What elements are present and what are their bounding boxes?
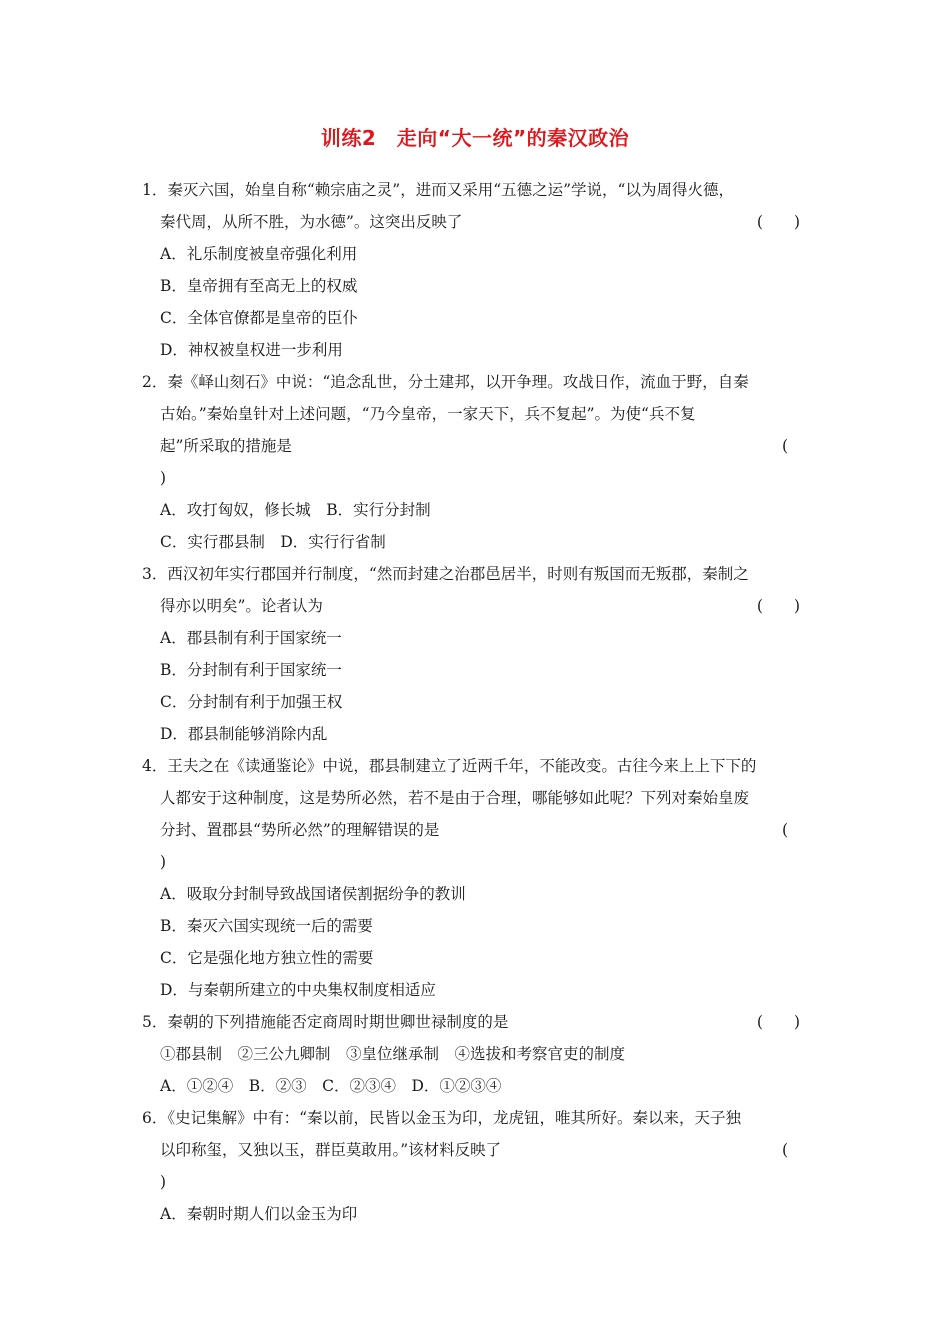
question-3-line-2: 得亦以明矣”。论者认为 ( ) (140, 590, 820, 622)
answer-paren: ( ) (756, 1013, 800, 1031)
question-2-line-1: 2．秦《峄山刻石》中说：“追念乱世，分土建邦，以开争理。攻战日作，流血于野，自秦 (142, 373, 749, 391)
answer-paren-close: ) (160, 469, 167, 487)
question-2-option-ab: A．攻打匈奴，修长城 B．实行分封制 (160, 501, 431, 519)
question-3-line-1: 3．西汉初年实行郡国并行制度，“然而封建之治郡邑居半，时则有叛国而无叛郡，秦制之 (142, 565, 749, 583)
question-1-option-c: C．全体官僚都是皇帝的臣仆 (160, 309, 358, 327)
answer-paren: ( ) (756, 213, 800, 231)
question-6-option-a: A．秦朝时期人们以金玉为印 (160, 1205, 358, 1223)
question-4-option-a: A．吸取分封制导致战国诸侯割据纷争的教训 (160, 885, 466, 903)
question-4-option-d: D．与秦朝所建立的中央集权制度相适应 (160, 981, 436, 999)
question-4-option-c: C．它是强化地方独立性的需要 (160, 949, 374, 967)
question-5-items: ①郡县制 ②三公九卿制 ③皇位继承制 ④选拔和考察官吏的制度 (160, 1045, 626, 1063)
question-4-line-2: 人都安于这种制度，这是势所必然，若不是由于合理，哪能够如此呢？下列对秦始皇废 (160, 789, 750, 807)
question-3-option-b: B．分封制有利于国家统一 (160, 661, 342, 679)
question-4-line-3: 分封、置郡县“势所必然”的理解错误的是 ( (140, 814, 820, 846)
answer-paren-open: ( (781, 821, 788, 839)
question-1-option-b: B．皇帝拥有至高无上的权威 (160, 277, 358, 295)
question-4-line-1: 4．王夫之在《读通鉴论》中说，郡县制建立了近两千年，不能改变。古往今来上上下下的 (142, 757, 757, 775)
question-5-line-1: 5．秦朝的下列措施能否定商周时期世卿世禄制度的是 ( ) (140, 1006, 820, 1038)
page-title: 训练2 走向“大一统”的秦汉政治 (320, 126, 630, 150)
question-1-option-d: D．神权被皇权进一步利用 (160, 341, 343, 359)
question-1-line-1: 1．秦灭六国，始皇自称“赖宗庙之灵”，进而又采用“五德之运”学说，“以为周得火德， (142, 181, 734, 199)
answer-paren-close: ) (160, 853, 167, 871)
question-3-option-d: D．郡县制能够消除内乱 (160, 725, 328, 743)
question-6-line-1: 6．《史记集解》中有：“秦以前，民皆以金玉为印，龙虎钮，唯其所好。秦以来，天子独 (142, 1109, 742, 1127)
question-1-option-a: A．礼乐制度被皇帝强化利用 (160, 245, 358, 263)
question-2-option-cd: C．实行郡县制 D．实行行省制 (160, 533, 386, 551)
question-3-option-c: C．分封制有利于加强王权 (160, 693, 343, 711)
question-3-option-a: A．郡县制有利于国家统一 (160, 629, 342, 647)
question-2-line-3: 起”所采取的措施是 ( (140, 430, 820, 462)
question-6-line-2: 以印称玺，又独以玉，群臣莫敢用。”该材料反映了 ( (140, 1134, 820, 1166)
question-2-line-2: 古始。”秦始皇针对上述问题，“乃今皇帝，一家天下，兵不复起”。为使“兵不复 (160, 405, 696, 423)
question-4-option-b: B．秦灭六国实现统一后的需要 (160, 917, 373, 935)
answer-paren-open: ( (781, 437, 788, 455)
answer-paren-open: ( (781, 1141, 788, 1159)
question-1-line-2: 秦代周，从所不胜，为水德”。这突出反映了 ( ) (140, 206, 820, 238)
answer-paren: ( ) (756, 597, 800, 615)
answer-paren-close: ) (160, 1173, 167, 1191)
question-list (140, 174, 820, 1230)
question-5-options: A．①②④ B．②③ C．②③④ D．①②③④ (160, 1077, 502, 1095)
